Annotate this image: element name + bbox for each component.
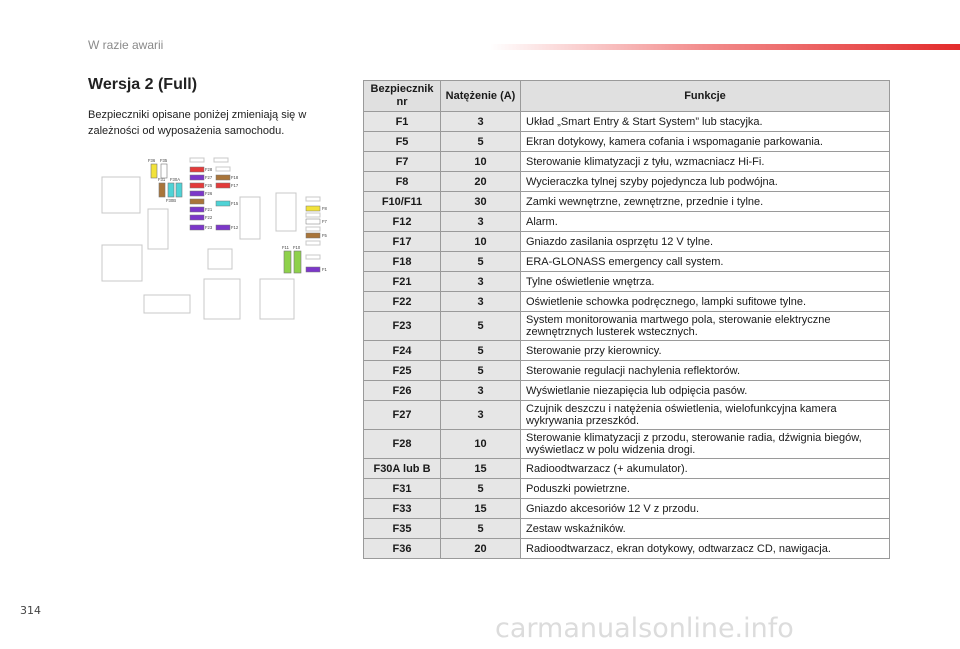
fuse-f35 [161,164,167,178]
amperage-cell: 5 [441,312,521,341]
table-row [364,272,890,292]
relay-block [102,177,140,213]
amperage-cell: 10 [441,232,521,252]
function-cell: Sterowanie regulacji nachylenia reflektorów. [521,361,890,381]
fuse-cell: F1 [364,112,441,132]
label-f7: F7 [322,219,327,224]
table-row [364,232,890,252]
label-f17: F17 [231,183,239,188]
table-row [364,152,890,172]
function-cell: Wyświetlanie niezapięcia lub odpięcia pasów. [521,381,890,401]
function-cell: Poduszki powietrzne. [521,479,890,499]
fuse-cell: F36 [364,539,441,559]
label-f18: F18 [231,175,239,180]
amperage-cell: 3 [441,401,521,430]
table-row [364,430,890,459]
table-row [364,292,890,312]
amperage-cell: 3 [441,112,521,132]
fuse-f27 [190,175,204,180]
label-f22: F22 [205,215,213,220]
table-row [364,381,890,401]
table-row [364,112,890,132]
table-row [364,361,890,381]
function-cell: Układ „Smart Entry & Start System” lub stacyjka. [521,112,890,132]
label-f25: F25 [205,183,213,188]
fuse-f30a [168,183,174,197]
function-cell: Zamki wewnętrzne, zewnętrzne, przednie i tylne. [521,192,890,212]
fuse-f22 [190,215,204,220]
fuse-f31 [159,183,165,197]
page-number: 314 [20,604,41,617]
intro-text: Bezpieczniki opisane poniżej zmieniają się w zależności od wyposażenia samochodu. [88,109,307,137]
amperage-cell: 30 [441,192,521,212]
fuse-f7 [306,219,320,224]
amperage-cell: 3 [441,292,521,312]
amperage-cell: 15 [441,499,521,519]
function-cell: Wycieraczka tylnej szyby pojedyncza lub podwójna. [521,172,890,192]
function-cell: Sterowanie klimatyzacji z przodu, sterowanie radia, dźwignia biegów, wyświetlacz w polu widzenia drogi. [521,430,890,459]
fuse-f17 [216,183,230,188]
amperage-cell: 20 [441,539,521,559]
fuse-cell: F24 [364,341,441,361]
label-f12: F12 [231,225,239,230]
fuse-cell: F31 [364,479,441,499]
header-amperage: Natężenie (A) [441,81,521,112]
fuse-f28 [190,167,204,172]
function-cell: Gniazdo akcesoriów 12 V z przodu. [521,499,890,519]
function-cell: Oświetlenie schowka podręcznego, lampki sufitowe tylne. [521,292,890,312]
label-f35: F35 [160,158,168,163]
fuse-cell: F30A lub B [364,459,441,479]
label-f30a: F30A [170,177,181,182]
amperage-cell: 5 [441,479,521,499]
amperage-cell: 5 [441,132,521,152]
fuse-cell: F8 [364,172,441,192]
function-cell: System monitorowania martwego pola, sterowanie elektryczne zewnętrznych lusterek wstecznych. [521,312,890,341]
table-row [364,341,890,361]
relay-block [144,295,190,313]
relay-block [204,279,240,319]
label-f1: F1 [322,267,327,272]
fuse-cell: F7 [364,152,441,172]
label-f27: F27 [205,175,213,180]
function-cell: Radioodtwarzacz (+ akumulator). [521,459,890,479]
label-f30b: F30B [166,198,177,203]
function-cell: Sterowanie przy kierownicy. [521,341,890,361]
fuse-cell: F21 [364,272,441,292]
fuse-f12 [216,225,230,230]
fuse-f10 [294,251,301,273]
watermark: carmanualsonline.info [495,613,794,644]
fuse-f25 [190,183,204,188]
fuse-f36 [151,164,157,178]
header-fuse: Bezpiecznik nr [364,81,441,112]
function-cell: ERA-GLONASS emergency call system. [521,252,890,272]
fuse-cell: F33 [364,499,441,519]
table-row [364,499,890,519]
label-f10: F10 [293,245,301,250]
fuse-f5 [306,233,320,238]
amperage-cell: 3 [441,212,521,232]
table-row [364,459,890,479]
fuse-f26 [190,191,204,196]
amperage-cell: 20 [441,172,521,192]
function-cell: Radioodtwarzacz, ekran dotykowy, odtwarzacz CD, nawigacja. [521,539,890,559]
amperage-cell: 15 [441,459,521,479]
fuse-cell: F26 [364,381,441,401]
header-functions: Funkcje [521,81,890,112]
fuse-cell: F10/F11 [364,192,441,212]
fuse-f18 [216,175,230,180]
relay-block [276,193,296,231]
label-f11: F11 [282,245,289,250]
fuse-f23 [190,225,204,230]
amperage-cell: 5 [441,341,521,361]
fuse-f11 [284,251,291,273]
amperage-cell: 5 [441,519,521,539]
fuse-cell: F23 [364,312,441,341]
table-row [364,401,890,430]
relay-block [240,197,260,239]
label-f21: F21 [205,207,213,212]
label-f23: F23 [205,225,213,230]
fuse-cell: F18 [364,252,441,272]
table-row [364,479,890,499]
function-cell: Czujnik deszczu i natężenia oświetlenia, wielofunkcyjna kamera wykrywania przeszkód. [521,401,890,430]
fuse-cell: F17 [364,232,441,252]
table-header-row [364,81,890,112]
header-accent-bar [490,44,960,50]
fuse-cell: F12 [364,212,441,232]
fuse-f1 [306,267,320,272]
label-f28: F28 [205,167,213,172]
label-f8: F8 [322,206,327,211]
function-cell: Tylne oświetlenie wnętrza. [521,272,890,292]
amperage-cell: 10 [441,152,521,172]
relay-block [148,209,168,249]
amperage-cell: 10 [441,430,521,459]
label-f31: F31 [158,177,166,182]
amperage-cell: 5 [441,361,521,381]
fuse-cell: F35 [364,519,441,539]
fuse-f30b [176,183,182,197]
table-row [364,519,890,539]
table-row [364,172,890,192]
relay-block [260,279,294,319]
fuse-f21 [190,207,204,212]
amperage-cell: 5 [441,252,521,272]
fuse-cell: F5 [364,132,441,152]
fuse-cell: F28 [364,430,441,459]
relay-block [102,245,142,281]
table-row [364,192,890,212]
label-f5: F5 [322,233,327,238]
function-cell: Alarm. [521,212,890,232]
table-row [364,312,890,341]
label-f26: F26 [205,191,213,196]
section-title: Wersja 2 (Full) [88,76,198,93]
function-cell: Zestaw wskaźników. [521,519,890,539]
function-cell: Ekran dotykowy, kamera cofania i wspomaganie parkowania. [521,132,890,152]
table-row [364,252,890,272]
table-row [364,132,890,152]
fuse-f24 [190,199,204,204]
fuse-cell: F27 [364,401,441,430]
amperage-cell: 3 [441,381,521,401]
fuse-cell: F25 [364,361,441,381]
header-title: W razie awarii [88,38,164,52]
label-f15: F15 [231,201,239,206]
fuse-cell: F22 [364,292,441,312]
fuse-f8 [306,206,320,211]
relay-block [208,249,232,269]
fuse-table [363,80,890,559]
amperage-cell: 3 [441,272,521,292]
table-row [364,539,890,559]
fuse-f15 [216,201,230,206]
label-f36: F36 [148,158,156,163]
fuse-box-diagram [98,155,333,325]
function-cell: Sterowanie klimatyzacji z tyłu, wzmacniacz Hi-Fi. [521,152,890,172]
function-cell: Gniazdo zasilania osprzętu 12 V tylne. [521,232,890,252]
table-row [364,212,890,232]
